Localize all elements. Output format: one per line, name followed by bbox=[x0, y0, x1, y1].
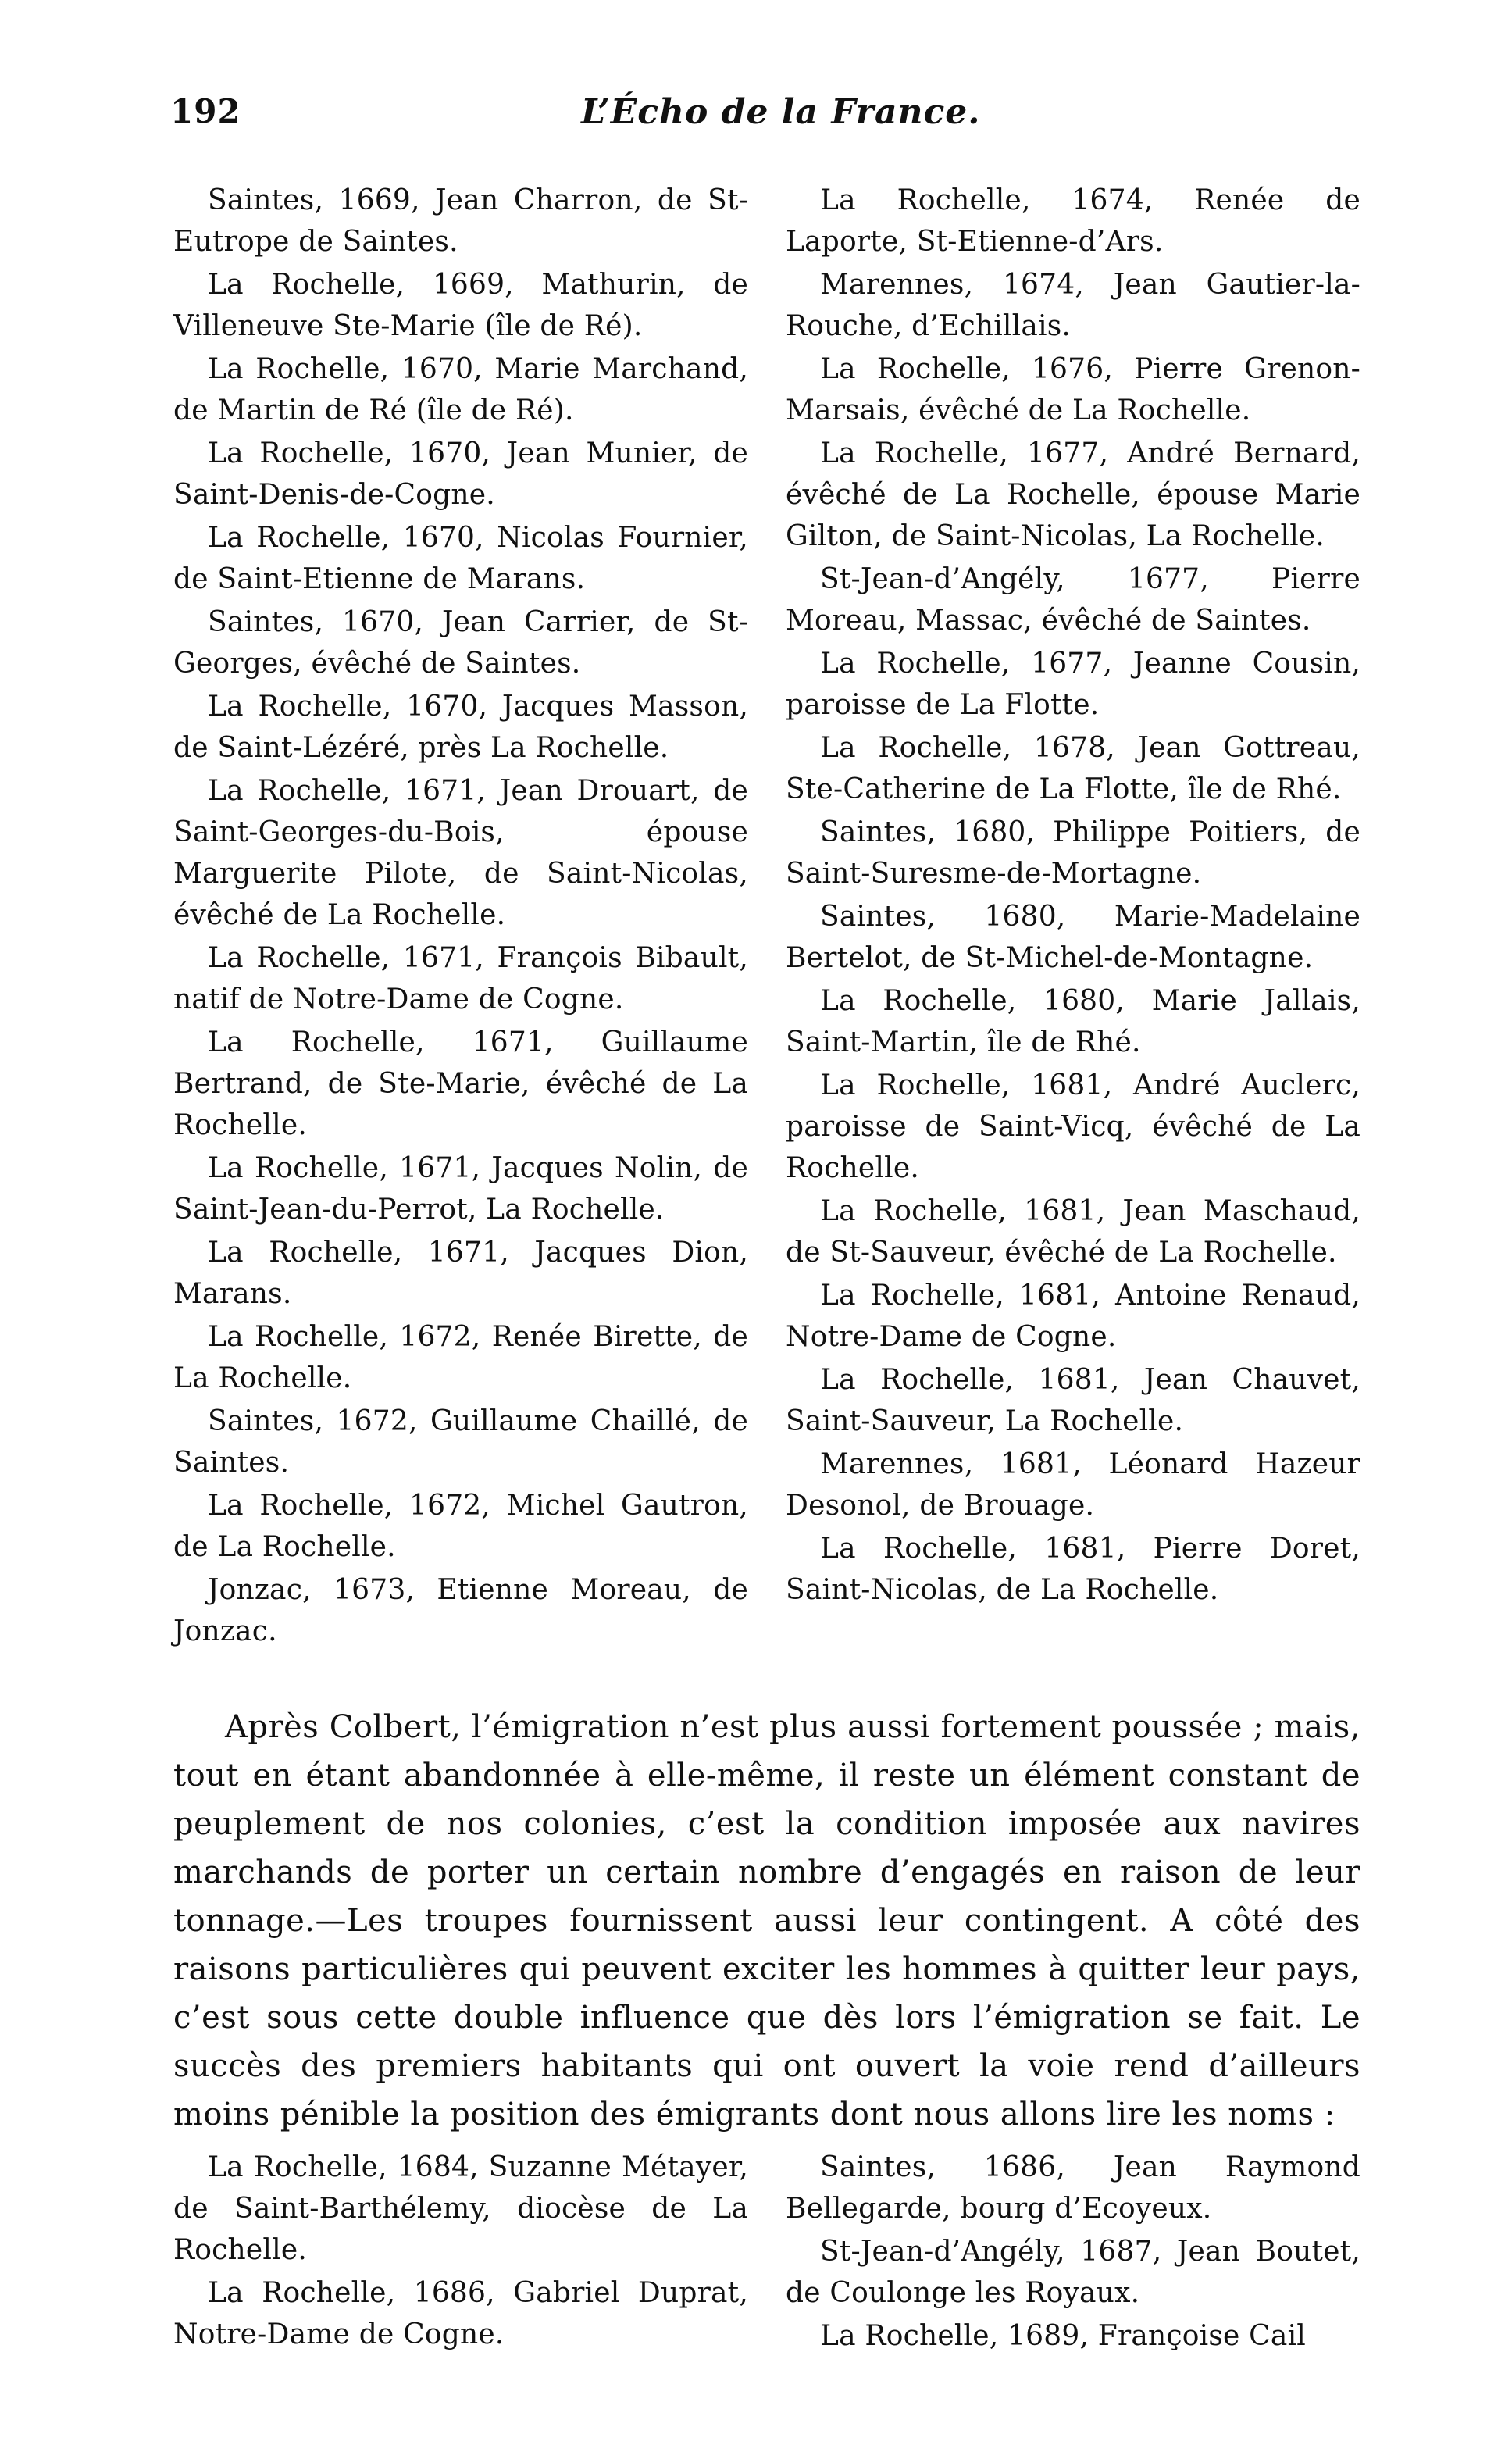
list-item: Saintes, 1680, Marie-Madelaine Bertelot, de St-Michel-de-Montagne. bbox=[786, 901, 1360, 974]
list-item: La Rochelle, 1670, Marie Marchand, de Martin de Ré (île de Ré). bbox=[173, 353, 748, 427]
list-item: La Rochelle, 1672, Renée Birette, de La Rochelle. bbox=[173, 1321, 748, 1394]
list-item: La Rochelle, 1681, Antoine Renaud, Notre-Dame de Cogne. bbox=[786, 1280, 1360, 1353]
list-item: La Rochelle, 1684, Suzanne Métayer, de Saint-Barthélemy, diocèse de La Rochelle. bbox=[173, 2151, 748, 2266]
upper-left-column bbox=[173, 180, 748, 1654]
list-item: Marennes, 1681, Léonard Hazeur Desonol, de Brouage. bbox=[786, 1448, 1360, 1522]
list-item: La Rochelle, 1670, Jean Munier, de Saint-Denis-de-Cogne. bbox=[173, 437, 748, 511]
list-item: Marennes, 1674, Jean Gautier-la-Rouche, d’Echillais. bbox=[786, 269, 1360, 342]
list-item: La Rochelle, 1676, Pierre Grenon-Marsais, évêché de La Rochelle. bbox=[786, 353, 1360, 427]
list-item: Saintes, 1686, Jean Raymond Bellegarde, bourg d’Ecoyeux. bbox=[786, 2151, 1360, 2225]
lower-left-column bbox=[173, 2147, 748, 2357]
list-item: La Rochelle, 1671, François Bibault, natif de Notre-Dame de Cogne. bbox=[173, 942, 748, 1015]
list-item: La Rochelle, 1677, André Bernard, évêché de La Rochelle, épouse Marie Gilton, de Saint-Nicolas, La Rochelle. bbox=[786, 437, 1360, 552]
lower-right-column bbox=[786, 2147, 1360, 2358]
list-item: Saintes, 1669, Jean Charron, de St-Eutrope de Saintes. bbox=[173, 184, 748, 258]
list-item: La Rochelle, 1677, Jeanne Cousin, paroisse de La Flotte. bbox=[786, 648, 1360, 721]
list-item: La Rochelle, 1680, Marie Jallais, Saint-Martin, île de Rhé. bbox=[786, 985, 1360, 1058]
list-item: La Rochelle, 1670, Nicolas Fournier, de Saint-Etienne de Marans. bbox=[173, 522, 748, 595]
list-item: La Rochelle, 1671, Jean Drouart, de Saint-Georges-du-Bois, épouse Marguerite Pilote, de Saint-Nicolas, évêché de La Rochelle. bbox=[173, 775, 748, 931]
list-item: St-Jean-d’Angély, 1677, Pierre Moreau, Massac, évêché de Saintes. bbox=[786, 563, 1360, 637]
list-item: La Rochelle, 1671, Guillaume Bertrand, de Ste-Marie, évêché de La Rochelle. bbox=[173, 1026, 748, 1141]
running-title: L’Écho de la France. bbox=[581, 92, 981, 132]
body-paragraph: Après Colbert, l’émigration n’est plus aussi fortement poussée ; mais, tout en étant abandonnée à elle-même, il reste un élément constant de peuplement de nos colonies, c’est la condition imposée aux navires marchands de porter un certain nombre d’engagés en raison de leur tonnage.—Les troupes fournissent aussi leur contingent. A côté des raisons particulières qui peuvent exciter les hommes à quitter leur pays, c’est sous cette double influence que dès lors l’émigration se fait. Le succès des premiers habitants qui ont ouvert la voie rend d’ailleurs moins pénible la position des émigrants dont nous allons lire les noms : bbox=[173, 1709, 1360, 2133]
list-item: Saintes, 1680, Philippe Poitiers, de Saint-Suresme-de-Mortagne. bbox=[786, 816, 1360, 890]
page-number: 192 bbox=[170, 92, 241, 130]
list-item: La Rochelle, 1686, Gabriel Duprat, Notre-Dame de Cogne. bbox=[173, 2277, 748, 2350]
list-item: La Rochelle, 1671, Jacques Dion, Marans. bbox=[173, 1237, 748, 1310]
list-item: Jonzac, 1673, Etienne Moreau, de Jonzac. bbox=[173, 1574, 748, 1647]
list-item: La Rochelle, 1671, Jacques Nolin, de Saint-Jean-du-Perrot, La Rochelle. bbox=[173, 1152, 748, 1226]
list-item: La Rochelle, 1674, Renée de Laporte, St-Etienne-d’Ars. bbox=[786, 184, 1360, 258]
list-item: La Rochelle, 1669, Mathurin, de Villeneuve Ste-Marie (île de Ré). bbox=[173, 269, 748, 342]
running-head bbox=[0, 92, 1512, 147]
list-item: La Rochelle, 1672, Michel Gautron, de La Rochelle. bbox=[173, 1490, 748, 1563]
list-item: La Rochelle, 1689, Françoise Cail bbox=[820, 2320, 1307, 2352]
list-item: La Rochelle, 1681, Jean Chauvet, Saint-Sauveur, La Rochelle. bbox=[786, 1364, 1360, 1437]
list-item: La Rochelle, 1681, André Auclerc, paroisse de Saint-Vicq, évêché de La Rochelle. bbox=[786, 1069, 1360, 1184]
list-item: Saintes, 1670, Jean Carrier, de St-Georges, évêché de Saintes. bbox=[173, 606, 748, 680]
list-item: La Rochelle, 1681, Jean Maschaud, de St-Sauveur, évêché de La Rochelle. bbox=[786, 1195, 1360, 1269]
list-item: La Rochelle, 1681, Pierre Doret, Saint-Nicolas, de La Rochelle. bbox=[786, 1533, 1360, 1606]
list-item: St-Jean-d’Angély, 1687, Jean Boutet, de Coulonge les Royaux. bbox=[786, 2236, 1360, 2309]
list-item: La Rochelle, 1670, Jacques Masson, de Saint-Lézéré, près La Rochelle. bbox=[173, 691, 748, 764]
upper-right-column bbox=[786, 180, 1360, 1612]
list-item: La Rochelle, 1678, Jean Gottreau, Ste-Catherine de La Flotte, île de Rhé. bbox=[786, 732, 1360, 805]
list-item: Saintes, 1672, Guillaume Chaillé, de Saintes. bbox=[173, 1405, 748, 1479]
